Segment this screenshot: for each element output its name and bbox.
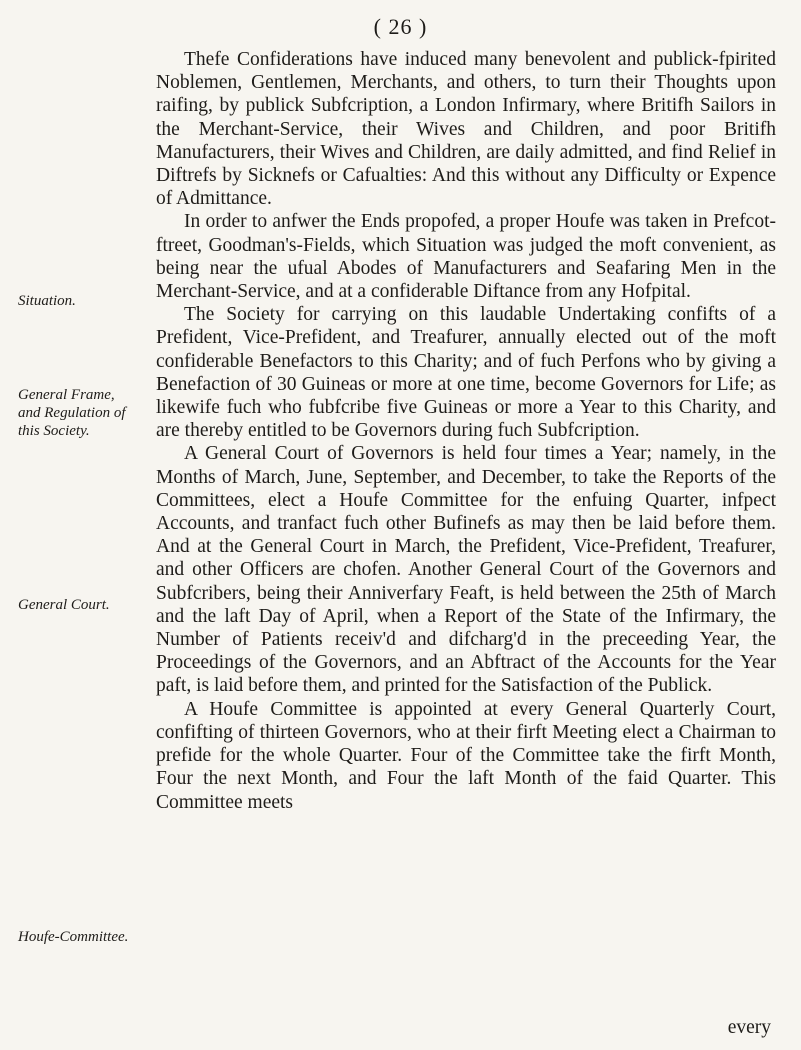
paragraph-situation: In order to anfwer the Ends propofed, a proper Houfe was taken in Prefcot-ftreet, Goodman's-Fields, which Situation was judged the moft convenient, as being near the ufual Abodes of Manufacturers and Seafaring Men in the Merchant-Service, and at a confiderable Diftance from any Hofpital. [156, 211, 776, 303]
margin-note-committee: Houfe-Committee. [18, 929, 129, 945]
body-text [156, 48, 776, 814]
margin-note-frame: General Frame, and Regulation of this Society. [18, 387, 126, 439]
page-number: ( 26 ) [373, 14, 428, 39]
paragraph-court: A General Court of Governors is held four times a Year; namely, in the Months of March, June, September, and December, to take the Reports of the Committees, elect a Houfe Committee for the enfuing Quarter, infpect Accounts, and tranfact fuch other Bufinefs as may then be laid before them. And at the General Court in March, the Prefident, Vice-Prefident, Treafurer, and other Officers are chofen. Another General Court of the Governors and Subfcribers, being their Anniverfary Feaft, is held between the 25th of March and the laft Day of April, when a Report of the State of the Infirmary, the Number of Patients receiv'd and difcharg'd in the preceeding Year, the Proceedings of the Governors, and an Abftract of the Accounts for the Year paft, is laid before them, and printed for the Satisfaction of the Publick. [156, 443, 776, 697]
catchword: every [727, 1017, 771, 1038]
paragraph-frame: The Society for carrying on this laudable Undertaking confifts of a Prefident, Vice-Prefident, and Treafurer, annually elected out of the moft confiderable Benefactors to this Charity; and of fuch Perfons who by giving a Benefaction of 30 Guineas or more at one time, become Governors for Life; as likewife fuch who fubfcribe five Guineas or more a Year to this Charity, and are thereby entitled to be Governors during fuch Subfcription. [156, 304, 776, 442]
margin-note-court: General Court. [18, 597, 110, 613]
margin-note-situation: Situation. [18, 293, 76, 309]
paragraph-infirmary: Thefe Confiderations have induced many benevolent and publick-fpirited Noblemen, Gentlemen, Merchants, and others, to turn their Thoughts upon raifing, by publick Subfcription, a London Infirmary, where Britifh Sailors in the Merchant-Service, their Wives and Children, and poor Britifh Manufacturers, their Wives and Children, are daily admitted, and find Relief in Diftrefs by Sicknefs or Cafualties: And this without any Difficulty or Expence of Admittance. [156, 49, 776, 210]
paragraph-committee: A Houfe Committee is appointed at every General Quarterly Court, confifting of thirteen Governors, who at their firft Meeting elect a Chairman to prefide for the whole Quarter. Four of the Committee take the firft Month, Four the next Month, and Four the laft Month of the faid Quarter. This Committee meets [156, 698, 776, 813]
